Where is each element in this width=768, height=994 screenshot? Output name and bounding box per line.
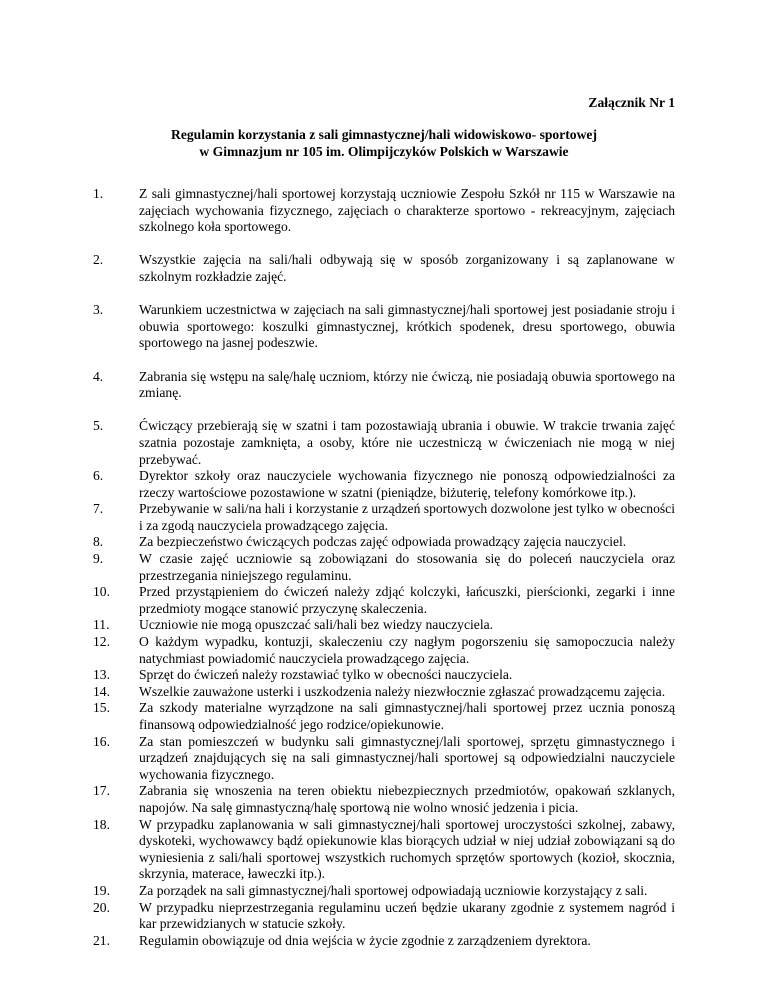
rule-number: 20. — [93, 899, 110, 915]
rule-item-14 — [93, 684, 675, 701]
rules-list — [93, 186, 675, 949]
rule-text: Warunkiem uczestnictwa w zajęciach na sali gimnastycznej/hali sportowej jest posiadanie stroju i obuwia sportowego: koszulki gimnastycznej, krótkich spodenek, dresu sportowego, obuwia sportowego na jasnej podeszwie. — [139, 302, 675, 351]
rule-number: 9. — [93, 551, 104, 567]
rule-item-11 — [93, 617, 675, 634]
rule-item-6 — [93, 468, 675, 501]
rule-number: 14. — [93, 683, 110, 699]
rule-number: 15. — [93, 700, 110, 716]
rule-item-19 — [93, 883, 675, 900]
rule-number: 1. — [93, 186, 104, 201]
rule-text: Sprzęt do ćwiczeń należy rozstawiać tylko w obecności nauczyciela. — [139, 667, 513, 683]
rule-text: Przed przystąpieniem do ćwiczeń należy zdjąć kolczyki, łańcuszki, pierścionki, zegarki i inne przedmioty mogące stanowić przyczynę skaleczenia. — [139, 584, 675, 616]
rule-item-13 — [93, 667, 675, 684]
rule-text: Wszelkie zauważone usterki i uszkodzenia należy niezwłocznie zgłaszać prowadzącemu zajęcia. — [139, 683, 666, 699]
rule-text: Ćwiczący przebierają się w szatni i tam pozostawiają ubrania i obuwie. W trakcie trwania zajęć szatnia pozostaje zamknięta, a osoby, które nie uczestniczą w ćwiczeniach nie mogą w niej przebywać. — [139, 418, 675, 467]
rule-item-2 — [93, 252, 675, 285]
rule-text: W czasie zajęć uczniowie są zobowiązani do stosowania się do poleceń nauczyciela oraz przestrzegania niniejszego regulaminu. — [139, 551, 675, 583]
title-line-2: w Gimnazjum nr 105 im. Olimpijczyków Polskich w Warszawie — [199, 144, 569, 159]
rule-item-8 — [93, 534, 675, 551]
rule-item-21 — [93, 933, 675, 950]
rule-number: 19. — [93, 882, 110, 898]
rule-number: 10. — [93, 584, 110, 600]
rule-text: Wszystkie zajęcia na sali/hali odbywają się w sposób zorganizowany i są zaplanowane w szkolnym rozkładzie zajęć. — [139, 252, 675, 284]
rule-text: Przebywanie w sali/na hali i korzystanie z urządzeń sportowych dozwolone jest tylko w obecności i za zgodą nauczyciela prowadzącego zajęcia. — [139, 501, 675, 533]
rule-item-16 — [93, 734, 675, 784]
rule-item-1 — [93, 186, 675, 236]
rule-number: 8. — [93, 534, 104, 550]
rule-number: 11. — [93, 617, 110, 633]
title-line-1: Regulamin korzystania z sali gimnastycznej/hali widowiskowo- sportowej — [171, 127, 597, 142]
annex-label: Załącznik Nr 1 — [588, 95, 675, 110]
rule-text: W przypadku zaplanowania w sali gimnastycznej/hali sportowej uroczystości szkolnej, zabawy, dyskoteki, wychowawcy bądź opiekunowie klas biorących udział w niej udział zobowiązani są do wyniesienia z sali/hali sportowej wszystkich ruchomych sprzętów sportowych (kozioł, skocznia, skrzynia, materace, ławeczki itp.). — [139, 816, 675, 882]
rule-number: 12. — [93, 634, 110, 650]
rule-number: 17. — [93, 783, 110, 799]
rule-text: Za szkody materialne wyrządzone na sali gimnastycznej/hali sportowej przez ucznia ponoszą finansową odpowiedzialność jego rodzice/opiekunowie. — [139, 700, 675, 732]
rule-text: Za stan pomieszczeń w budynku sali gimnastycznej/lali sportowej, sprzętu gimnastycznego i urządzeń znajdujących się na sali gimnastycznej/hali sportowej są odpowiedzialni nauczyciele wychowania fizycznego. — [139, 733, 675, 782]
rule-item-17 — [93, 783, 675, 816]
rule-number: 2. — [93, 252, 104, 268]
rule-text: Uczniowie nie mogą opuszczać sali/hali bez wiedzy nauczyciela. — [139, 617, 494, 633]
rule-text: Zabrania się wstępu na salę/halę uczniom, którzy nie ćwiczą, nie posiadają obuwia sportowego na zmianę. — [139, 368, 675, 401]
rule-text: O każdym wypadku, kontuzji, skaleczeniu czy nagłym pogorszeniu się samopoczucia należy natychmiast powiadomić nauczyciela prowadzącego zajęcia. — [139, 634, 675, 666]
rule-number: 6. — [93, 468, 104, 484]
rule-number: 5. — [93, 418, 104, 434]
rule-text: Za bezpieczeństwo ćwiczących podczas zajęć odpowiada prowadzący zajęcia nauczyciel. — [139, 534, 627, 550]
rule-number: 21. — [93, 932, 110, 948]
rule-text: Regulamin obowiązuje od dnia wejścia w życie zgodnie z zarządzeniem dyrektora. — [139, 932, 591, 948]
rule-item-3 — [93, 302, 675, 352]
rule-number: 16. — [93, 733, 110, 749]
rule-item-5 — [93, 418, 675, 468]
rule-item-12 — [93, 634, 675, 667]
rule-item-15 — [93, 700, 675, 733]
rule-text: Dyrektor szkoły oraz nauczyciele wychowania fizycznego nie ponoszą odpowiedzialności za rzeczy wartościowe pozostawione w szatni (pieniądze, biżuterię, telefony komórkowe itp.). — [139, 468, 675, 500]
rule-number: 3. — [93, 302, 104, 318]
rule-item-18 — [93, 817, 675, 883]
rule-item-7 — [93, 501, 675, 534]
rule-item-4 — [93, 369, 675, 402]
document-title — [93, 126, 675, 160]
rule-number: 4. — [93, 368, 104, 384]
rule-item-20 — [93, 900, 675, 933]
rule-text: Zabrania się wnoszenia na teren obiektu niebezpiecznych przedmiotów, opakowań szklanych, napojów. Na salę gimnastyczną/halę sportową nie wolno wnosić jedzenia i picia. — [139, 783, 675, 815]
rule-text: W przypadku nieprzestrzegania regulaminu uczeń będzie ukarany zgodnie z systemem nagród i kar przewidzianych w statucie szkoły. — [139, 899, 675, 932]
rule-item-10 — [93, 584, 675, 617]
rule-number: 18. — [93, 816, 110, 832]
rule-text: Za porządek na sali gimnastycznej/hali sportowej odpowiadają uczniowie korzystający z sali. — [139, 882, 648, 898]
rule-item-9 — [93, 551, 675, 584]
rule-number: 7. — [93, 501, 104, 517]
rule-text: Z sali gimnastycznej/hali sportowej korzystają uczniowie Zespołu Szkół nr 115 w Warszawie na zajęciach wychowania fizycznego, zajęciach o charakterze sportowo - rekreacyjnym, zajęciach szkolnego koła sportowego. — [139, 186, 675, 235]
rule-number: 13. — [93, 667, 110, 683]
